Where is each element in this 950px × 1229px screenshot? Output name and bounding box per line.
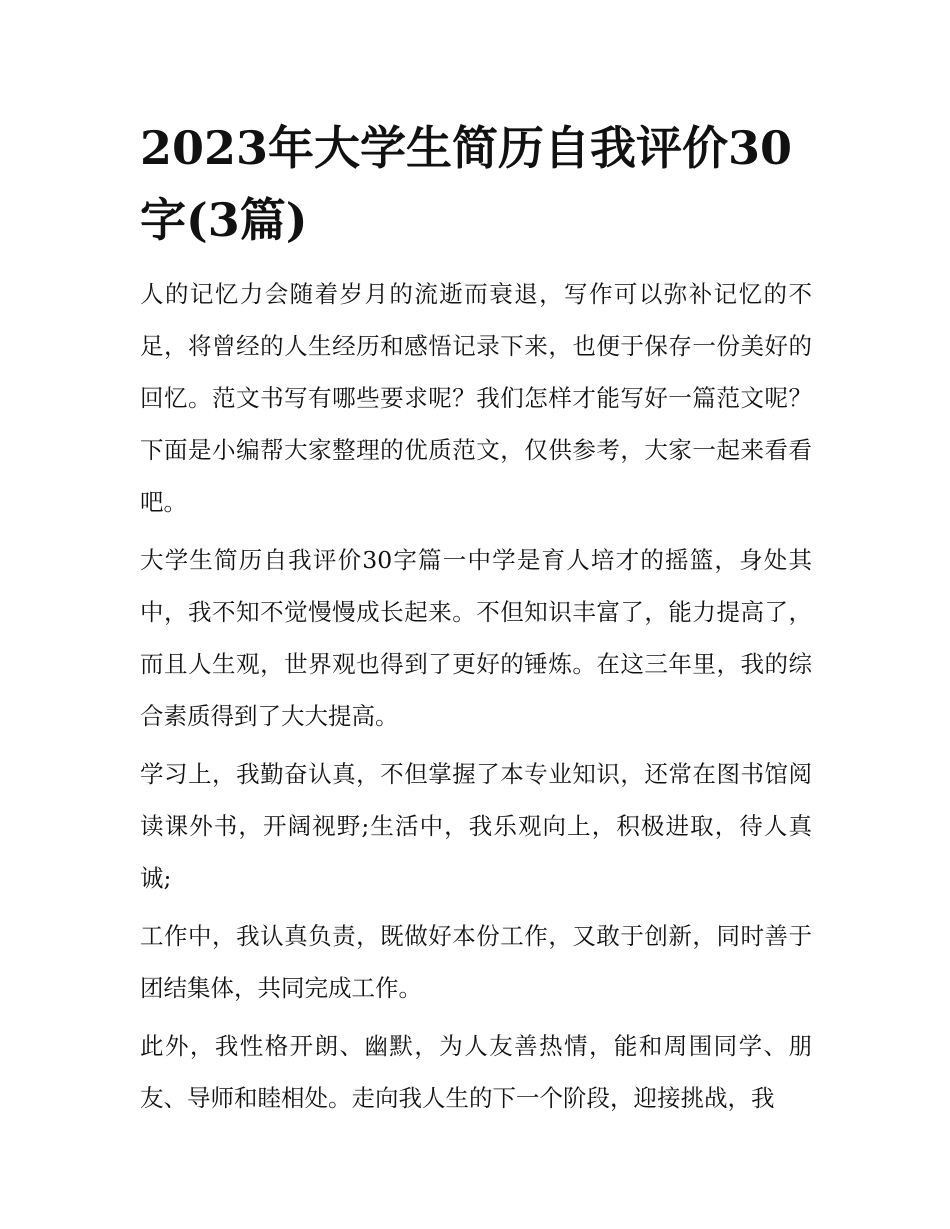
body-paragraph: 此外，我性格开朗、幽默，为人友善热情，能和周围同学、朋友、导师和睦相处。走向我人生的下一个阶段，迎接挑战，我 — [140, 1032, 812, 1112]
document-title: 2023年大学生简历自我评价30字(3篇) — [140, 121, 793, 247]
body-paragraph: 学习上，我勤奋认真，不但掌握了本专业知识，还常在图书馆阅读课外书，开阔视野;生活中，我乐观向上，积极进取，待人真诚; — [140, 760, 812, 892]
intro-paragraph: 人的记忆力会随着岁月的流逝而衰退，写作可以弥补记忆的不足，将曾经的人生经历和感悟记录下来，也便于保存一份美好的回忆。范文书写有哪些要求呢？我们怎样才能写好一篇范文呢？下面是小编帮大家整理的优质范文，仅供参考，大家一起来看看吧。 — [140, 280, 812, 516]
body-paragraph: 工作中，我认真负责，既做好本份工作，又敢于创新，同时善于团结集体，共同完成工作。 — [140, 922, 812, 1002]
document-page — [140, 112, 812, 1130]
body-paragraph: 大学生简历自我评价30字篇一中学是育人培才的摇篮，身处其中，我不知不觉慢慢成长起来。不但知识丰富了，能力提高了，而且人生观，世界观也得到了更好的锤炼。在这三年里，我的综合素质得到了大大提高。 — [140, 546, 812, 730]
